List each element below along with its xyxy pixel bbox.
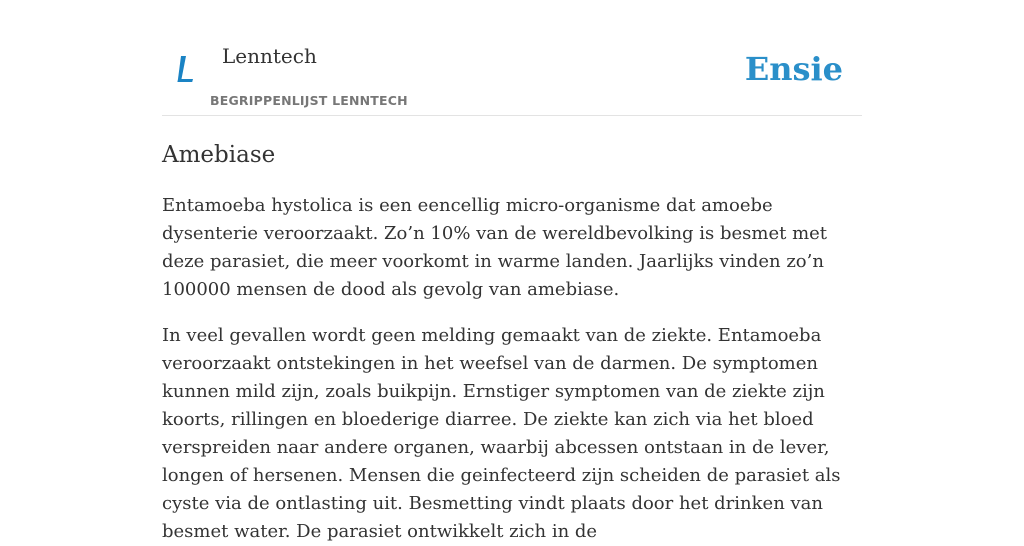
brand-logo[interactable]: Ensie (744, 50, 843, 88)
glossary-label[interactable]: BEGRIPPENLIJST LENNTECH (210, 93, 408, 108)
lenntech-logo-icon[interactable] (176, 54, 196, 84)
site-name[interactable]: Lenntech (222, 44, 317, 68)
definition-body (162, 192, 862, 546)
definition-paragraph: Entamoeba hystolica is een eencellig micro-organisme dat amoebe dysenterie veroorzaakt. Zo’n 10% van de wereldbevolking is besmet met deze parasiet, die meer voorkomt in warme landen. Jaarlijks vinden zo’n 100000 mensen de dood als gevolg van amebiase. (162, 195, 828, 300)
definition-paragraph: In veel gevallen wordt geen melding gemaakt van de ziekte. Entamoeba veroorzaakt ontstekingen in het weefsel van de darmen. De symptomen kunnen mild zijn, zoals buikpijn. Ernstiger symptomen van de ziekte zijn koorts, rillingen en bloederige diarree. De ziekte kan zich via het bloed verspreiden naar andere organen, waarbij abcessen ontstaan in de lever, longen of hersenen. Mensen die geinfecteerd zijn scheiden de parasiet als cyste via de ontlasting uit. Besmetting vindt plaats door het drinken van besmet water. De parasiet ontwikkelt zich in de (162, 325, 841, 542)
content-container (162, 0, 862, 546)
term-title: Amebiase (162, 142, 276, 168)
header (162, 0, 862, 116)
